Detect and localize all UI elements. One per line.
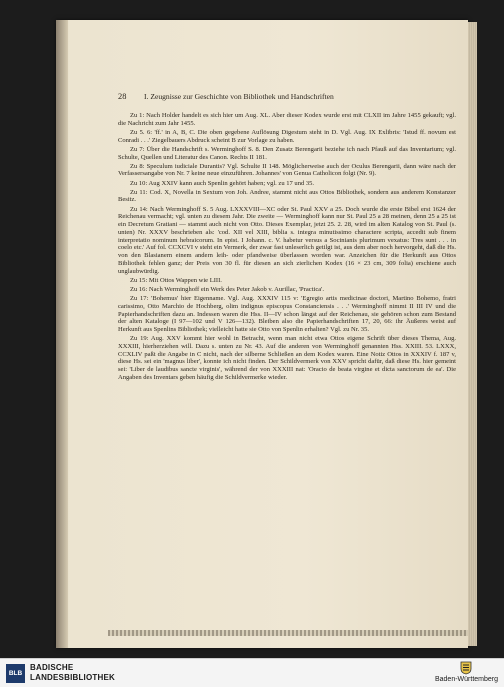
- blb-logo: BLB: [6, 664, 25, 683]
- running-header: [118, 92, 458, 106]
- region-label: Baden-Württemberg: [434, 676, 498, 683]
- coat-of-arms-icon: [460, 661, 472, 675]
- page-edge: [468, 22, 477, 646]
- paragraph: Zu 16: Nach Wermingho​ff ein Werk des Peter Jakob v. Aurillac, 'Practica'.: [130, 285, 324, 293]
- library-name: [30, 663, 115, 683]
- paragraph: Zu 7: Über die Handschrift s. Wermingho​ff S. 8. Den Zusatz Berengarii beziehe ich nach Pfauß auf das Inventarium; vgl. Schulte, Quellen und Literatur des Canon. Rechts II 181.: [118, 145, 456, 161]
- paragraph: Zu 8: Speculum iudiciale Durantis? Vgl. Schulte II 148. Möglicherweise auch der Oculus Berengarii, dann wäre nach der Verfassersangabe von Nr. 7 keine neue einzuführen. Johannes' von Genua Catholicon folgt (Nr. 9).: [118, 162, 456, 178]
- page-number: 28: [118, 92, 127, 101]
- paragraph: Zu 5. 6: 'ff.' in A, B, C. Die oben gegebene Auflösung Digestum steht in D. Vgl. Aug. IX Exlibris: 'Istud ff. novum est Conradi . . .' Ziegelbauers Abdruck scheint B zur Vorlage zu haben.: [118, 128, 456, 144]
- running-title: I. Zeugnisse zur Geschichte von Bibliothek und Handschriften: [144, 92, 334, 101]
- library-footer: [0, 658, 504, 687]
- paragraph: Zu 11: Cod. X, Novella in Sextum von Joh. Andree, stammt nicht aus Ottos Bibliothek, sondern aus anderem Konstanzer Besitz.: [118, 188, 456, 204]
- paragraph: Zu 14: Nach Wermingho​ff S. 5 Aug. LXXXVIII—XC oder St. Paul XXV a 25. Doch wurde die erste Bibel erst 1624 der Reichenau vermacht; vgl. unten zu diesem Jahr. Die zweite — Wermingho​ff kann nur St. Paul 25 a 28 meinen, denn 25 a 25 ist ein Decretum Gratiani — stammt auch nicht von Otto. Dieses Exemplar, jetzt 25. 2. 28, wird im alten Katalog von St. Paul (s. unten) Nr. XXXV beschrieben als: 'cod. XII vel XIII, biblia s. integra minutissimo charactere scripta, accedit sub finem interpretatio nominum hebraicorum. In epist. I Johann. c. V. habetur versus a Socinianis plurimum vexatus: Tres sunt . . . in coelo etc.' Auf fol. CCXCVI v steht ein Vermerk, der zwar fast unleserlich getilgt ist, aus dem aber noch hervorgeht, daß die Hs. von den Blasianern einem andern leih- oder pfandweise überlassen worden war. Anzeichen für die Herkunft aus Ottos Bibliothek fehlen ganz; der Preis von 30 fl. für diesen an sich zierlichen Kodex (16 × 23 cm, 309 folia) erschiene auch unglaubwürdig.: [118, 205, 456, 275]
- page-gutter: [56, 20, 68, 648]
- page-bottom-edge: [108, 630, 468, 636]
- paragraph: Zu 1: Nach Holder handelt es sich hier um Aug. XL. Aber dieser Kodex wurde erst mit CLXII im Jahre 1455 gekauft; vgl. die Nachricht zum Jahr 1455.: [118, 112, 456, 127]
- library-name-line2: LANDESBIBLIOTHEK: [30, 673, 115, 682]
- library-name-line1: BADISCHE: [30, 663, 74, 672]
- paragraph: Zu 10: Aug XXIV kann auch Spenlin gehört haben; vgl. zu 17 und 35.: [130, 179, 315, 187]
- paragraph: Zu 17: 'Bohemus' hier Eigenname. Vgl. Aug. XXXIV 115 v: 'Egregio artis medicinae doctori, Martino Bohemo, fratri carissimo, Otto Marchio de Hochberg, olim indignus episcopus Constanciensis . . .' Wermingho​ff nimmt II III IV und die Papierhandschriften dazu an. Indessen waren die Hss. II—IV schon längst auf der Reichenau, sie gehören schon zum Bestand der alten Kataloge (I 97—102 und V 126—132). Bleiben also die Papierhandschriften 17, 20, 66: ihr Äußeres weist auf Herkunft aus Spenlins Bibliothek; vielleicht hatte sie Otto von Spenlin erhalten? Vgl. zu Nr. 35.: [118, 295, 456, 334]
- paragraph: Zu 15: Mit Ottos Wappen wie LIII.: [130, 276, 222, 284]
- paragraph: Zu 19: Aug. XXV kommt hier wohl in Betracht, wenn man nicht etwa Ottos eigene Schrift über dieses Thema, Aug. XXXIII, hierherziehen will. Dazu s. unten zu Nr. 43. Auf die anderen von Wermingho​ff genannten Hss. XXIII. 53. LXXX, CCXLIV paßt die Angabe in C nicht, nach der silberne Schließen an dem Kodex waren. Eine Notiz Ottos in XXXIV f. 187 v, diese Hs. sei ein 'magnus liber', konnte ich nicht finden. Der Schildvermerk von XXV spricht dafür, daß diese Hs. hier gemeint sei: 'Liber de laudibus sancte virginis', während der von XXXIII nat: 'Oracio de beata virgine et dicta sanctorum de ea'. Die Angaben des Inventars geben häufig die Schildvermerke wieder.: [118, 335, 456, 381]
- body-text: [118, 112, 456, 383]
